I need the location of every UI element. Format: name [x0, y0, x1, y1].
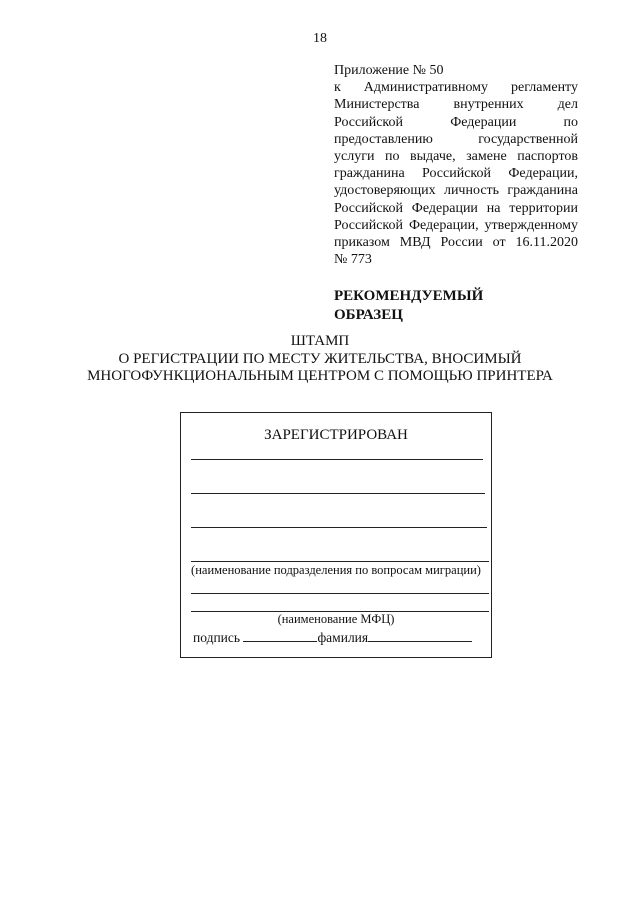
heading-subtitle: О РЕГИСТРАЦИИ ПО МЕСТУ ЖИТЕЛЬСТВА, ВНОСИМЫЙ: [118, 350, 522, 367]
appendix-line: удостоверяющих личность гражданина: [334, 183, 578, 199]
appendix-line: Министерства внутренних дел: [334, 97, 578, 113]
signature-blank: [243, 629, 317, 642]
blank-line: [191, 493, 485, 494]
appendix-line: предоставлению государственной: [334, 131, 578, 147]
blank-line: [191, 593, 489, 594]
document-heading: [0, 333, 640, 386]
appendix-line: гражданина Российской Федерации,: [334, 166, 578, 182]
blank-line: [191, 527, 487, 528]
appendix-block: [334, 62, 578, 268]
heading-title: ШТАМП: [290, 333, 350, 349]
signature-label: подпись: [193, 630, 241, 645]
surname-label: фамилия: [317, 630, 369, 645]
appendix-line: № 773: [334, 252, 372, 268]
heading-subtitle: МНОГОФУНКЦИОНАЛЬНЫМ ЦЕНТРОМ С ПОМОЩЬЮ ПРИНТЕРА: [87, 368, 553, 384]
recommended-sample-label: [334, 287, 594, 324]
appendix-line: приказом МВД России от 16.11.2020: [334, 235, 578, 251]
appendix-line: услуги по выдаче, замене паспортов: [334, 149, 578, 165]
sample-line: ОБРАЗЕЦ: [334, 306, 403, 323]
appendix-line: Приложение № 50: [334, 63, 444, 78]
appendix-line: к Административному регламенту: [334, 80, 578, 96]
blank-line: [191, 561, 489, 562]
stamp-title: ЗАРЕГИСТРИРОВАН: [264, 427, 408, 443]
appendix-line: Российской Федерации, утвержденному: [334, 217, 578, 233]
surname-blank: [368, 629, 472, 642]
appendix-line: Российской Федерации по: [334, 114, 578, 130]
registration-stamp: [180, 412, 492, 658]
mfc-caption: (наименование МФЦ): [277, 612, 395, 626]
blank-line: [191, 459, 483, 460]
page-number: 18: [313, 31, 327, 46]
migration-unit-caption: (наименование подразделения по вопросам миграции): [191, 563, 481, 577]
appendix-line: Российской Федерации на территории: [334, 200, 578, 216]
recommended-line: РЕКОМЕНДУЕМЫЙ: [334, 288, 484, 304]
signature-row: [193, 629, 472, 646]
